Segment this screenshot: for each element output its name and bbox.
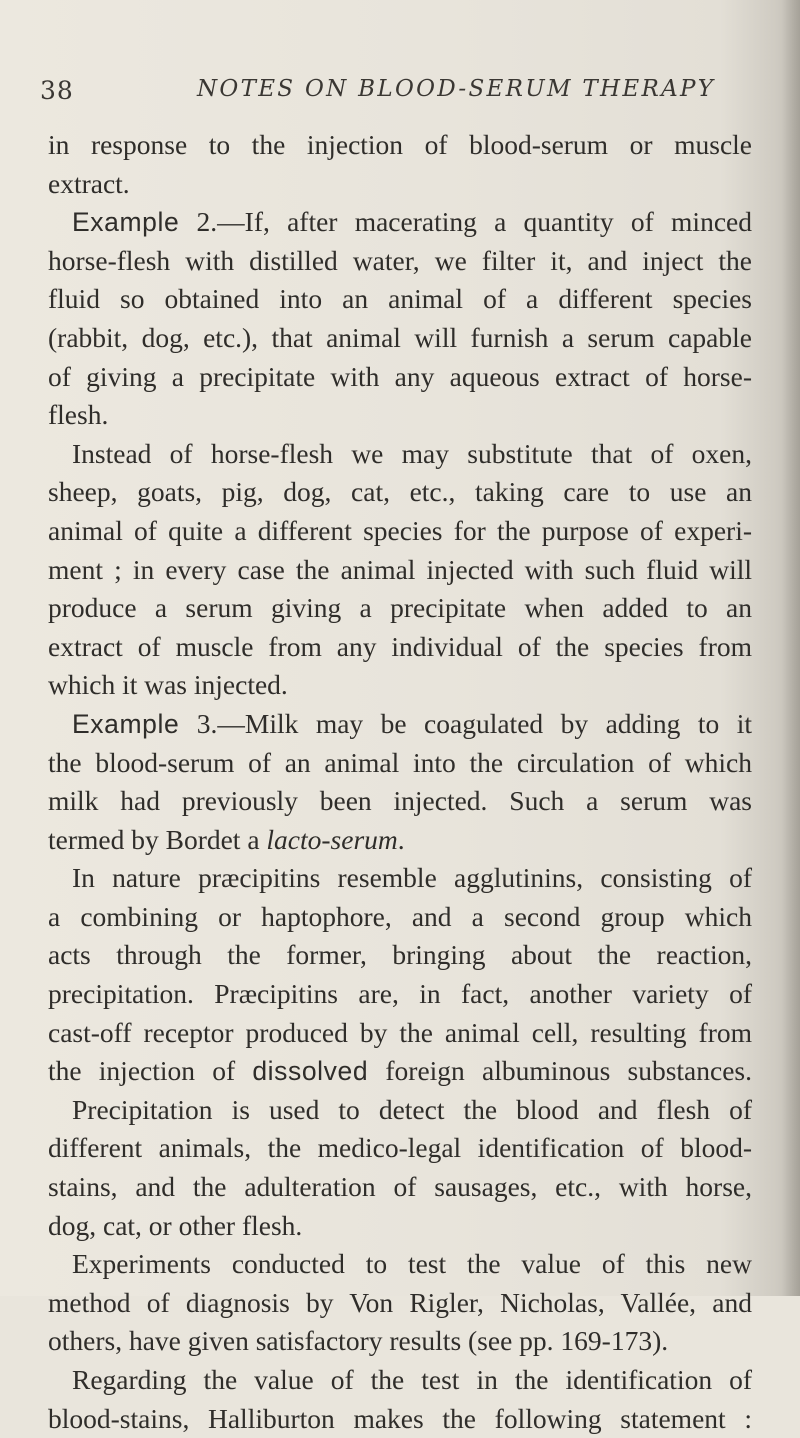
text-line: the blood-serum of an animal into the circulation of which (48, 746, 752, 778)
page-number: 38 (40, 76, 74, 105)
text-line: (rabbit, dog, etc.), that animal will furnish a serum capable (48, 321, 752, 353)
example-heading: Example (72, 708, 180, 739)
text-line: Experiments conducted to test the value of this new (72, 1248, 752, 1280)
text-line: in response to the injection of blood-serum or muscle (48, 129, 752, 160)
text-line: extract of muscle from any individual of the species from (48, 630, 752, 662)
italic-term: lacto-serum (266, 823, 398, 855)
page-edge-shadow (782, 0, 800, 1296)
text-line: Regarding the value of the test in the identification of (72, 1364, 752, 1395)
emphasized-word: dissolved (252, 1056, 369, 1087)
text-line: a combining or haptophore, and a second group which (48, 900, 752, 932)
text-line: horse-flesh with distilled water, we filter it, and inject the (48, 244, 752, 276)
text-line: precipitation. Præcipitins are, in fact, another variety of (48, 978, 752, 1010)
text-line: termed by Bordet a lacto-serum. (48, 823, 405, 855)
text-line: In nature præcipitins resemble agglutinins, consisting of (72, 862, 752, 894)
text-line: Instead of horse-flesh we may substitute that of oxen, (72, 437, 752, 469)
text-line: different animals, the medico-legal identification of blood- (48, 1132, 752, 1164)
text-line: Example 3.—Milk may be coagulated by adding to it (72, 707, 752, 739)
text-line: produce a serum giving a precipitate when added to an (48, 592, 752, 624)
text-line: cast-off receptor produced by the animal cell, resulting from (48, 1016, 752, 1048)
example-heading: Example (72, 207, 180, 238)
text-line: animal of quite a different species for the purpose of experi- (48, 514, 752, 546)
text-line: milk had previously been injected. Such a serum was (48, 785, 752, 817)
running-title: NOTES ON BLOOD-SERUM THERAPY (197, 76, 716, 102)
text-line: of giving a precipitate with any aqueous extract of horse- (48, 360, 752, 392)
text-line: sheep, goats, pig, dog, cat, etc., taking care to use an (48, 476, 752, 508)
text-line: ment ; in every case the animal injected with such fluid will (48, 553, 752, 585)
text-line: Example 2.—If, after macerating a quantity of minced (72, 206, 752, 238)
text-line: others, have given satisfactory results (see pp. 169-173). (48, 1325, 669, 1357)
text-line: flesh. (48, 399, 109, 431)
page-header (40, 76, 760, 116)
text-line: fluid so obtained into an animal of a different species (48, 283, 752, 315)
text-line: blood-stains, Halliburton makes the following statement : (48, 1402, 752, 1434)
text-line: method of diagnosis by Von Rigler, Nicholas, Vallée, and (48, 1286, 752, 1318)
text-line: extract. (48, 167, 130, 199)
text-line: which it was injected. (48, 669, 288, 701)
text-line: the injection of dissolved foreign albuminous substances. (48, 1055, 753, 1087)
body-text (48, 126, 752, 1438)
text-line: Precipitation is used to detect the blood and flesh of (72, 1093, 752, 1125)
text-line: dog, cat, or other flesh. (48, 1209, 303, 1241)
text-line: acts through the former, bringing about the reaction, (48, 939, 752, 971)
text-line: stains, and the adulteration of sausages, etc., with horse, (48, 1171, 752, 1203)
